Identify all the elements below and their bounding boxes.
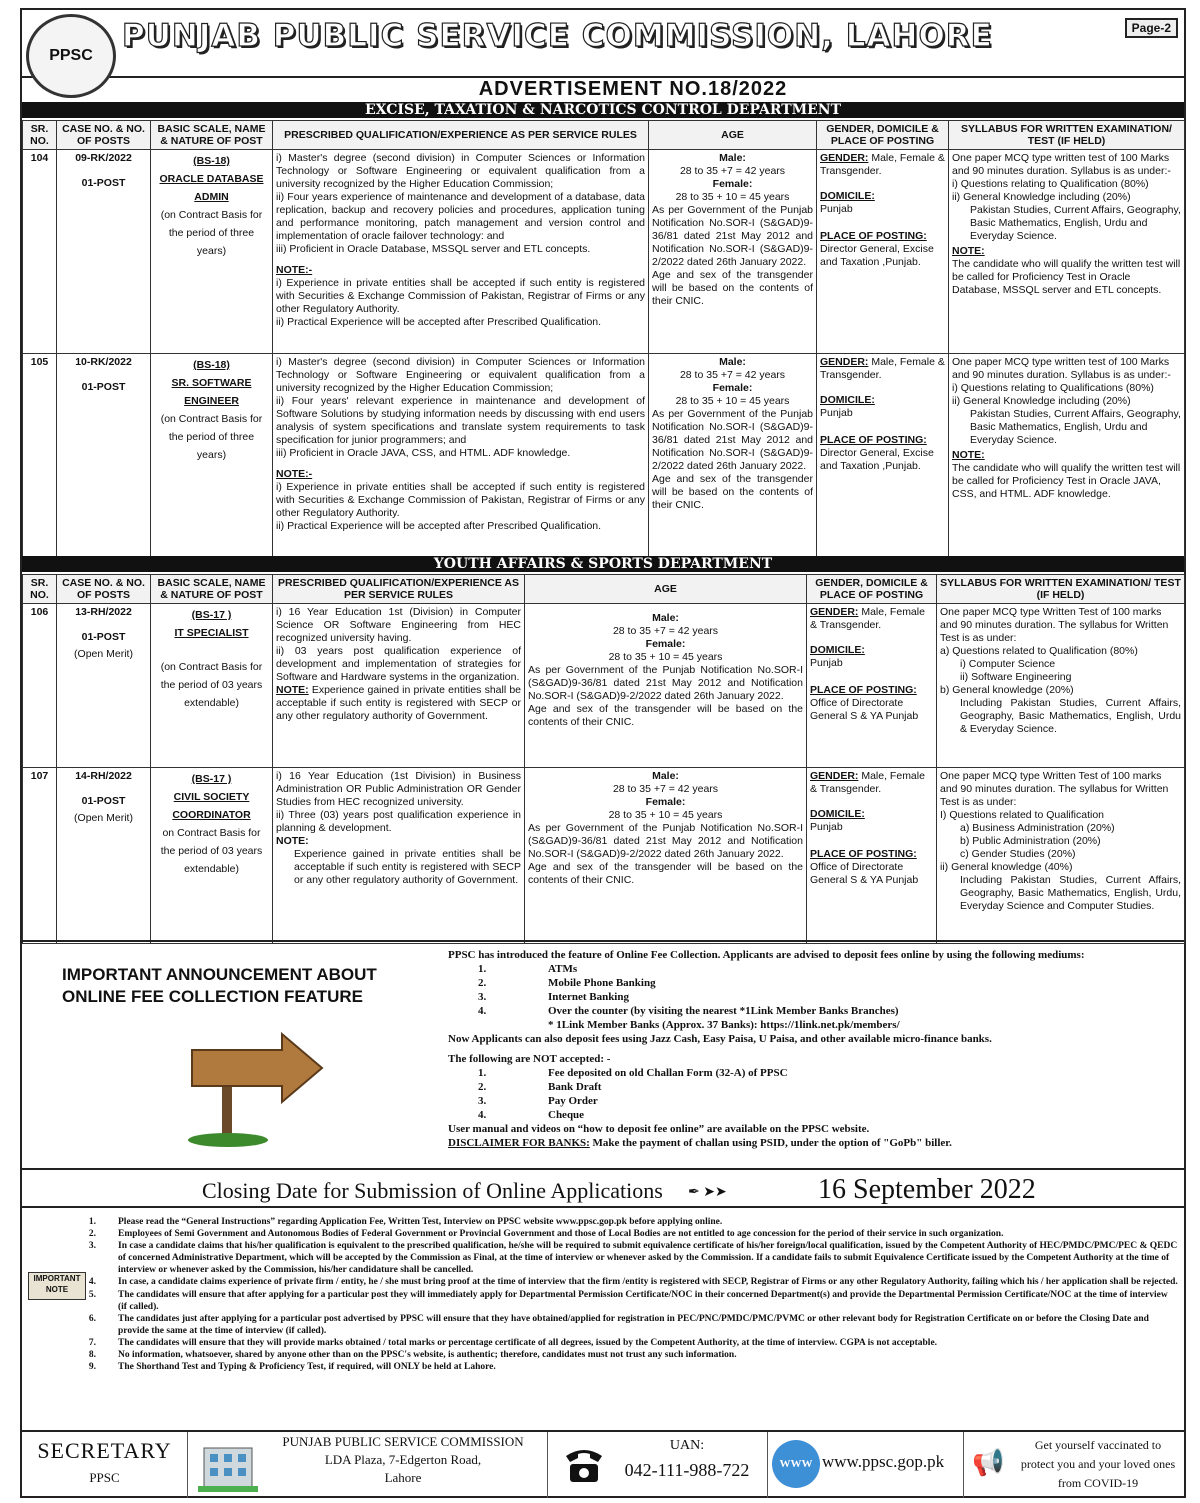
list-item [448,976,1184,990]
qualification-item: i) Master's degree (second division) in Computer Sciences or Information Technology or Software Engineering or equivalent qualification from a university recognized by the Higher Education Commission; [276,356,645,394]
syllabus-item: i) Computer Science [960,658,1056,670]
note-number: 7. [88,1337,96,1348]
item-number: 4. [478,1005,487,1017]
logo-text: PPSC [49,47,93,64]
note-number: 3. [88,1241,96,1252]
age-cell [649,150,817,354]
domicile-value: Punjab [820,203,853,215]
note-label: NOTE: [276,835,309,847]
post-cell [151,150,273,354]
secretary-label: SECRETARY [37,1438,172,1463]
note-number: 8. [88,1350,96,1361]
post-nature: (on Contract Basis for the period of 03 years extendable) [160,661,263,709]
syllabus-cell [949,150,1185,354]
dept1-title: EXCISE, TAXATION & NARCOTICS CONTROL DEPARTMENT [22,102,1184,118]
col-sr: SR. NO. [23,575,57,604]
item-number: 2. [478,1081,487,1093]
qualification-item: iii) Proficient in Oracle Database, MSSQL server and ETL concepts. [276,243,591,255]
gender-value: Male, Female & Transgender. [820,152,945,177]
syllabus-cell [949,354,1185,558]
table-row [23,354,1185,558]
age-transgender: Age and sex of the transgender will be based on the contents of their CNIC. [528,861,803,886]
note-number: 1. [88,1217,96,1227]
age-male-value: 28 to 35 +7 = 42 years [679,165,786,177]
important-note-badge: IMPORTANT NOTE [28,1272,86,1300]
note-item: ii) Practical Experience will be accepted after Prescribed Qualification. [276,520,602,532]
gender-value: Male, Female & Transgender. [810,770,925,795]
qualification-item: i) 16 Year Education (1st Division) in Business Administration OR Public Administration OR Gender Studies from HEC recognized university. [276,770,521,808]
gender-label: GENDER: [810,770,859,782]
age-female-value: 28 to 35 + 10 = 45 years [608,809,723,821]
note-item [22,1289,1178,1313]
basic-scale: (BS-17 ) [191,773,232,785]
post-cell [151,768,273,944]
note-label: NOTE:- [276,264,313,276]
syllabus-subjects: Pakistan Studies, Current Affairs, Geography, Basic Mathematics, English, Urdu and Everyday Science. [970,204,1181,242]
qualification-cell [273,150,649,354]
vaccination-line: Get yourself vaccinated to [1034,1438,1162,1452]
announcement-also: Now Applicants can also deposit fees using Jazz Cash, Easy Paisa, U Paisa, and other available micro-finance banks. [448,1033,992,1045]
table-row [23,604,1185,768]
note-text: The candidates just after applying for a particular post advertised by PPSC will ensure that they have obtained/applied for registration in PEC/PNC/PMDC/PMC/PVMC or other relevant body for Registration Certificate on or before the Closing Date and provide the same at the time of interview (if called). [118,1313,1149,1336]
post-name: ORACLE DATABASE ADMIN [159,173,264,203]
dept2-title: YOUTH AFFAIRS & SPORTS DEPARTMENT [22,556,1184,572]
announcement-intro: PPSC has introduced the feature of Online Fee Collection. Applicants are advised to deposit fees online by using the following mediums: [448,949,1085,961]
qualification-item: ii) Four years experience of maintenance and development of a database, data replication, backup and recovery policies and procedures, application tuning and performance monitoring, patch management and version control and implementation of oracle failover technology: and [276,191,645,242]
note-number: 4. [88,1277,96,1288]
post-nature: (on Contract Basis for the period of three years) [160,209,263,257]
megaphone-icon: 📢 [972,1448,1005,1477]
item-number: 2. [478,977,487,989]
note-item: ii) Practical Experience will be accepted after Prescribed Qualification. [276,316,602,328]
col-sr: SR. NO. [23,121,57,150]
address-line-2: Lahore [384,1470,422,1485]
item-text: * 1Link Member Banks (Approx. 37 Banks): https://1link.net.pk/members/ [548,1019,900,1031]
syllabus-note: The candidate who will qualify the written test will be called for Proficiency Test in Oracle Database, MSSQL server and ETL concepts. [952,258,1181,296]
item-text: Cheque [548,1109,585,1121]
note-text: Experience gained in private entities shall be acceptable if such entity is registered with SECP or any other regulatory authority of Government. [294,848,521,886]
announcement-title: IMPORTANT ANNOUNCEMENT ABOUT ONLINE FEE COLLECTION FEATURE [62,965,377,1006]
list-item [448,962,1184,976]
syllabus-subjects: Including Pakistan Studies, Current Affairs, Geography, Basic Mathematics, English, Urdu & Everyday Science. [960,697,1181,735]
vaccination-message [1014,1436,1182,1493]
age-male-label: Male: [719,152,746,164]
case-cell [57,354,151,558]
advertisement-number: ADVERTISEMENT NO.18/2022 [478,78,788,100]
closing-date: 16 September 2022 [818,1174,1036,1205]
post-nature: (on Contract Basis for the period of three years) [160,413,263,461]
note-text: No information, whatsoever, shared by anyone other than on the PPSC's website, is authentic; therefore, candidates must not trust any such information. [118,1350,737,1361]
note-text: In case, a candidate claims experience of private firm / entity, he / she must bring proof at the time of interview that the firm /entity is registered with SECP, Registrar of Firms or any other Regulatory Authority, failing which his / her application shall be rejected. [118,1277,1178,1288]
col-age: AGE [649,121,817,150]
case-cell [57,768,151,944]
syllabus-intro: One paper MCQ type written test of 100 Marks and 90 minutes duration. Syllabus is as under:- [952,152,1171,177]
website-link[interactable]: www.ppsc.gop.pk [822,1452,945,1471]
qualification-item: ii) 03 years post qualification experience of development and implementation of strategies for Software and Hardware systems in the organization. [276,645,521,683]
uan-block [548,1432,768,1498]
age-male-label: Male: [719,356,746,368]
col-qualification: PRESCRIBED QUALIFICATION/EXPERIENCE AS PER SERVICE RULES [273,575,525,604]
gender-cell [807,604,937,768]
syllabus-note-label: NOTE: [952,245,985,257]
post-nature: on Contract Basis for the period of 03 years extendable) [160,827,263,875]
item-text: Internet Banking [548,991,629,1003]
posting-value: Director General, Excise and Taxation ,Punjab. [820,243,934,268]
sr-no: 104 [23,150,57,354]
uan-number: 042-111-988-722 [624,1460,750,1480]
note-text: Please read the “General Instructions” regarding Application Fee, Written Test, Interview on PPSC website www.ppsc.gop.pk before applying online. [118,1217,723,1227]
basic-scale: (BS-17 ) [191,609,232,621]
age-male-value: 28 to 35 +7 = 42 years [612,783,719,795]
domicile-label: DOMICILE: [820,190,875,202]
disclaimer-text: Make the payment of challan using PSID, under the option of "GoPb" biller. [592,1137,952,1149]
qualification-cell [273,354,649,558]
qualification-item: iii) Proficient in Oracle JAVA, CSS, and HTML. ADF knowledge. [276,447,571,459]
syllabus-intro: One paper MCQ type Written Test of 100 marks and 90 minutes duration. The syllabus for Written Test is as under: [940,770,1169,808]
post-cell [151,354,273,558]
closing-date-banner [22,1168,1184,1208]
syllabus-subjects: Including Pakistan Studies, Current Affairs, Geography, Basic Mathematics, English, Urdu, Everyday Science and Computer Studies. [960,874,1181,912]
no-of-posts: 01-POST [81,795,126,807]
gender-label: GENDER: [820,152,869,164]
list-item [448,1094,1184,1108]
org-name: PUNJAB PUBLIC SERVICE COMMISSION [282,1434,524,1449]
disclaimer-label: DISCLAIMER FOR BANKS: [448,1137,590,1149]
syllabus-item: i) Questions relating to Qualification (80%) [952,178,1149,190]
col-syllabus: SYLLABUS FOR WRITTEN EXAMINATION/ TEST (IF HELD) [949,121,1185,150]
fee-announcement [22,940,1184,1168]
age-female-label: Female: [645,638,686,650]
no-of-posts: 01-POST [81,177,126,189]
age-female-value: 28 to 35 + 10 = 45 years [675,395,790,407]
advertisement-page [20,8,1186,1498]
closing-label: Closing Date for Submission of Online Applications [202,1178,663,1203]
post-name: CIVIL SOCIETY COORDINATOR [172,791,251,821]
syllabus-item: i) Questions relating to Qualifications (80%) [952,382,1154,394]
gender-value: Male, Female & Transgender. [820,356,945,381]
col-gender: GENDER, DOMICILE & PLACE OF POSTING [807,575,937,604]
item-number [448,1018,548,1032]
note-number: 5. [88,1289,96,1300]
note-number: 6. [88,1313,96,1324]
dept1-header-row [23,121,1185,150]
uan-label: UAN: [669,1438,705,1453]
ppsc-label: PPSC [89,1470,120,1485]
list-item [448,1004,1184,1018]
gender-label: GENDER: [820,356,869,368]
list-item [448,1080,1184,1094]
age-notification: As per Government of the Punjab Notification No.SOR-I (S&GAD)9-36/81 dated 21st May 2012 and Notification No.SOR-I (S&GAD)9-2/2022 dated 26th January 2022. [528,822,803,860]
list-item [448,1108,1184,1122]
building-icon [198,1438,258,1492]
announcement-details [448,948,1184,1150]
age-female-label: Female: [645,796,686,808]
case-cell [57,150,151,354]
item-text: Pay Order [548,1095,598,1107]
dept2-table [22,574,1185,944]
age-male-label: Male: [652,770,679,782]
note-label: NOTE:- [276,468,313,480]
case-no: 09-RK/2022 [75,152,132,164]
case-no: 13-RH/2022 [75,606,132,618]
pen-icon: ✒ ➤➤ [688,1185,727,1200]
case-no: 10-RK/2022 [75,356,132,368]
syllabus-cell [937,768,1185,944]
syllabus-intro: One paper MCQ type written test of 100 Marks and 90 minutes duration. Syllabus is as under:- [952,356,1171,381]
address-line-1: LDA Plaza, 7-Edgerton Road, [324,1452,482,1467]
note-item [22,1228,1178,1240]
domicile-label: DOMICILE: [810,644,865,656]
item-number: 1. [478,1067,487,1079]
qualification-item: ii) Four years' relevant experience in maintenance and development of Software Solutions by studying information needs by discussing with end users analysis of system specifications and translate system requirements to task specification for junior programmers; and [276,395,645,446]
note-text: In case a candidate claims that his/her qualification is equivalent to the prescribed qualification, he/she will be required to submit equivalence certificate of his/her foreign/local qualification, issued by the Competent Authority of HEC/PMDC/PMC/PEC & QEDC of concerned Administrative Department, which will be accepted by the Commission as Final, at the time of interview or whenever asked by the Commission. If a candidate fails to submit Equivalence Certificate issued by the Competent Authority at the time of interview or whenever asked by the Commission, his/her candidature shall be cancelled. [118,1241,1178,1276]
case-no: 14-RH/2022 [75,770,132,782]
vaccination-line: from COVID-19 [1057,1476,1139,1490]
disclaimer [448,1136,1184,1150]
qualification-item: ii) Three (03) years post qualification experience in planning & development. [276,809,521,834]
note-item [22,1276,1178,1288]
gender-cell [817,150,949,354]
col-gender: GENDER, DOMICILE & PLACE OF POSTING [817,121,949,150]
gender-value: Male, Female & Transgender. [810,606,925,631]
list-item [448,990,1184,1004]
posting-value: Office of Directorate General S & YA Punjab [810,861,919,886]
notes-list [22,1210,1184,1373]
vaccination-block [964,1432,1184,1498]
arrow-signpost-icon [182,1028,332,1148]
list-item [448,1018,1184,1032]
website-block [768,1432,964,1498]
telephone-icon [562,1444,606,1484]
item-text: Fee deposited on old Challan Form (32-A) of PPSC [548,1067,788,1079]
globe-icon: WWW [772,1440,820,1488]
sr-no: 105 [23,354,57,558]
note-label: NOTE: [276,684,309,696]
post-cell [151,604,273,768]
sr-no: 107 [23,768,57,944]
age-male-value: 28 to 35 +7 = 42 years [612,625,719,637]
posting-label: PLACE OF POSTING: [810,684,917,696]
note-item [22,1361,1178,1373]
basic-scale: (BS-18) [193,155,230,167]
posting-value: Director General, Excise and Taxation ,Punjab. [820,447,934,472]
vaccination-line: protect you and your loved ones [1020,1457,1176,1471]
col-qualification: PRESCRIBED QUALIFICATION/EXPERIENCE AS PER SERVICE RULES [273,121,649,150]
syllabus-item: ii) General knowledge (40%) [940,861,1073,873]
dept1-table [22,120,1185,558]
age-cell [649,354,817,558]
merit-type: (Open Merit) [74,812,133,824]
domicile-value: Punjab [810,657,843,669]
note-item [22,1240,1178,1276]
col-scale: BASIC SCALE, NAME & NATURE OF POST [151,121,273,150]
list-item [448,1066,1184,1080]
age-female-label: Female: [712,382,753,394]
age-male-value: 28 to 35 +7 = 42 years [679,369,786,381]
syllabus-note-label: NOTE: [952,449,985,461]
gender-cell [807,768,937,944]
address-block [188,1432,548,1498]
case-cell [57,604,151,768]
age-cell [525,768,807,944]
domicile-value: Punjab [820,407,853,419]
age-female-value: 28 to 35 + 10 = 45 years [608,651,723,663]
syllabus-item: ii) General Knowledge including (20%) [952,395,1131,407]
age-cell [525,604,807,768]
note-item [22,1349,1178,1361]
note-number: 9. [88,1362,96,1373]
syllabus-item: a) Questions related to Qualification (80%) [940,645,1138,657]
domicile-label: DOMICILE: [820,394,875,406]
domicile-label: DOMICILE: [810,808,865,820]
col-case: CASE NO. & NO. OF POSTS [57,575,151,604]
footer [22,1430,1184,1496]
syllabus-note: The candidate who will qualify the written test will be called for Proficiency Test in Oracle JAVA, CSS, and HTML. ADF knowledge. [952,462,1181,500]
item-text: Mobile Phone Banking [548,977,656,989]
age-transgender: Age and sex of the transgender will be based on the contents of their CNIC. [528,703,803,728]
gender-label: GENDER: [810,606,859,618]
note-item [22,1313,1178,1337]
note-number: 2. [88,1229,96,1240]
col-scale: BASIC SCALE, NAME & NATURE OF POST [151,575,273,604]
post-name: IT SPECIALIST [174,627,249,639]
syllabus-item: ii) Software Engineering [960,671,1072,683]
age-transgender: Age and sex of the transgender will be based on the contents of their CNIC. [652,269,813,307]
basic-scale: (BS-18) [193,359,230,371]
header [22,10,1184,78]
qualification-cell [273,604,525,768]
col-age: AGE [525,575,807,604]
important-notes [22,1210,1184,1428]
age-female-value: 28 to 35 + 10 = 45 years [675,191,790,203]
note-text: The Shorthand Test and Typing & Proficiency Test, if required, will ONLY be held at Lahore. [118,1362,496,1373]
syllabus-intro: One paper MCQ type Written Test of 100 marks and 90 minutes duration. The syllabus for Written Test is as under: [940,606,1169,644]
table-row [23,150,1185,354]
page-title: PUNJAB PUBLIC SERVICE COMMISSION, LAHORE [122,18,993,54]
age-male-label: Male: [652,612,679,624]
posting-label: PLACE OF POSTING: [820,230,927,242]
syllabus-cell [937,604,1185,768]
domicile-value: Punjab [810,821,843,833]
item-number: 3. [478,1095,487,1107]
page-tag: Page-2 [1125,18,1178,38]
gender-cell [817,354,949,558]
col-case: CASE NO. & NO. OF POSTS [57,121,151,150]
qualification-cell [273,768,525,944]
note-text: Experience gained in private entities shall be acceptable if such entity is registered with SECP or any other regulatory authority of Government. [276,684,522,722]
age-transgender: Age and sex of the transgender will be based on the contents of their CNIC. [652,473,813,511]
user-manual-note: User manual and videos on “how to deposit fee online” are available on the PPSC website. [448,1123,870,1135]
not-accepted-title: The following are NOT accepted: - [448,1053,611,1065]
sr-no: 106 [23,604,57,768]
item-text: ATMs [548,963,578,975]
dept2-header-row [23,575,1185,604]
no-of-posts: 01-POST [81,631,126,643]
syllabus-item: a) Business Administration (20%) [960,822,1115,834]
note-item [22,1337,1178,1349]
post-name: SR. SOFTWARE ENGINEER [171,377,252,407]
age-female-label: Female: [712,178,753,190]
item-number: 3. [478,991,487,1003]
syllabus-item: b) General knowledge (20%) [940,684,1074,696]
posting-label: PLACE OF POSTING: [810,848,917,860]
note-text: The candidates will ensure that they will provide marks obtained / total marks or percentage certificate of all degrees, issued by the Competent Authority, at the time of interview. CGPA is not acceptable. [118,1337,938,1348]
col-syllabus: SYLLABUS FOR WRITTEN EXAMINATION/ TEST (IF HELD) [937,575,1185,604]
no-of-posts: 01-POST [81,381,126,393]
item-text: Over the counter (by visiting the nearest *1Link Member Banks Branches) [548,1005,899,1017]
note-item: i) Experience in private entities shall be accepted if such entity is registered with Securities & Exchange Commission of Pakistan, Registrar of Firms or any other Regulatory Authority. [276,481,645,519]
posting-label: PLACE OF POSTING: [820,434,927,446]
note-text: Employees of Semi Government and Autonomous Bodies of Federal Government or Provincial Government and those of Local Bodies are not entitled to age concession for the period of their service in such organization. [118,1229,1004,1240]
age-notification: As per Government of the Punjab Notification No.SOR-I (S&GAD)9-36/81 dated 21st May 2012 and Notification No.SOR-I (S&GAD)9-2/2022 dated 26th January 2022. [652,204,813,268]
syllabus-subjects: Pakistan Studies, Current Affairs, Geography, Basic Mathematics, English, Urdu and Everyday Science. [970,408,1181,446]
merit-type: (Open Merit) [74,648,133,660]
age-notification: As per Government of the Punjab Notification No.SOR-I (S&GAD)9-36/81 dated 21st May 2012 and Notification No.SOR-I (S&GAD)9-2/2022 dated 26th January 2022. [528,664,803,702]
posting-value: Office of Directorate General S & YA Punjab [810,697,919,722]
item-text: Bank Draft [548,1081,602,1093]
syllabus-item: I) Questions related to Qualification [940,809,1105,821]
age-notification: As per Government of the Punjab Notification No.SOR-I (S&GAD)9-36/81 dated 21st May 2012 and Notification No.SOR-I (S&GAD)9-2/2022 dated 26th January 2022. [652,408,813,472]
note-item: i) Experience in private entities shall be accepted if such entity is registered with Securities & Exchange Commission of Pakistan, Registrar of Firms or any other Regulatory Authority. [276,277,645,315]
item-number: 1. [478,963,487,975]
note-text: The candidates will ensure that after applying for a particular post they will immediately apply for Departmental Permission Certificate/NOC in their concerned Department(s) and provide the Departmental Permission Certificate/NOC at the time of interview (if called). [118,1289,1168,1312]
note-item [22,1216,1178,1228]
secretary-block [22,1432,188,1498]
syllabus-item: b) Public Administration (20%) [960,835,1101,847]
syllabus-item: c) Gender Studies (20%) [960,848,1076,860]
item-number: 4. [478,1109,487,1121]
table-row [23,768,1185,944]
qualification-item: i) Master's degree (second division) in Computer Sciences or Information Technology or Software Engineering or equivalent qualification from a university recognized by the Higher Education Commission; [276,152,645,190]
qualification-item: i) 16 Year Education 1st (Division) in Computer Science OR Software Engineering from HEC recognized university having. [276,606,521,644]
syllabus-item: ii) General Knowledge including (20%) [952,191,1131,203]
